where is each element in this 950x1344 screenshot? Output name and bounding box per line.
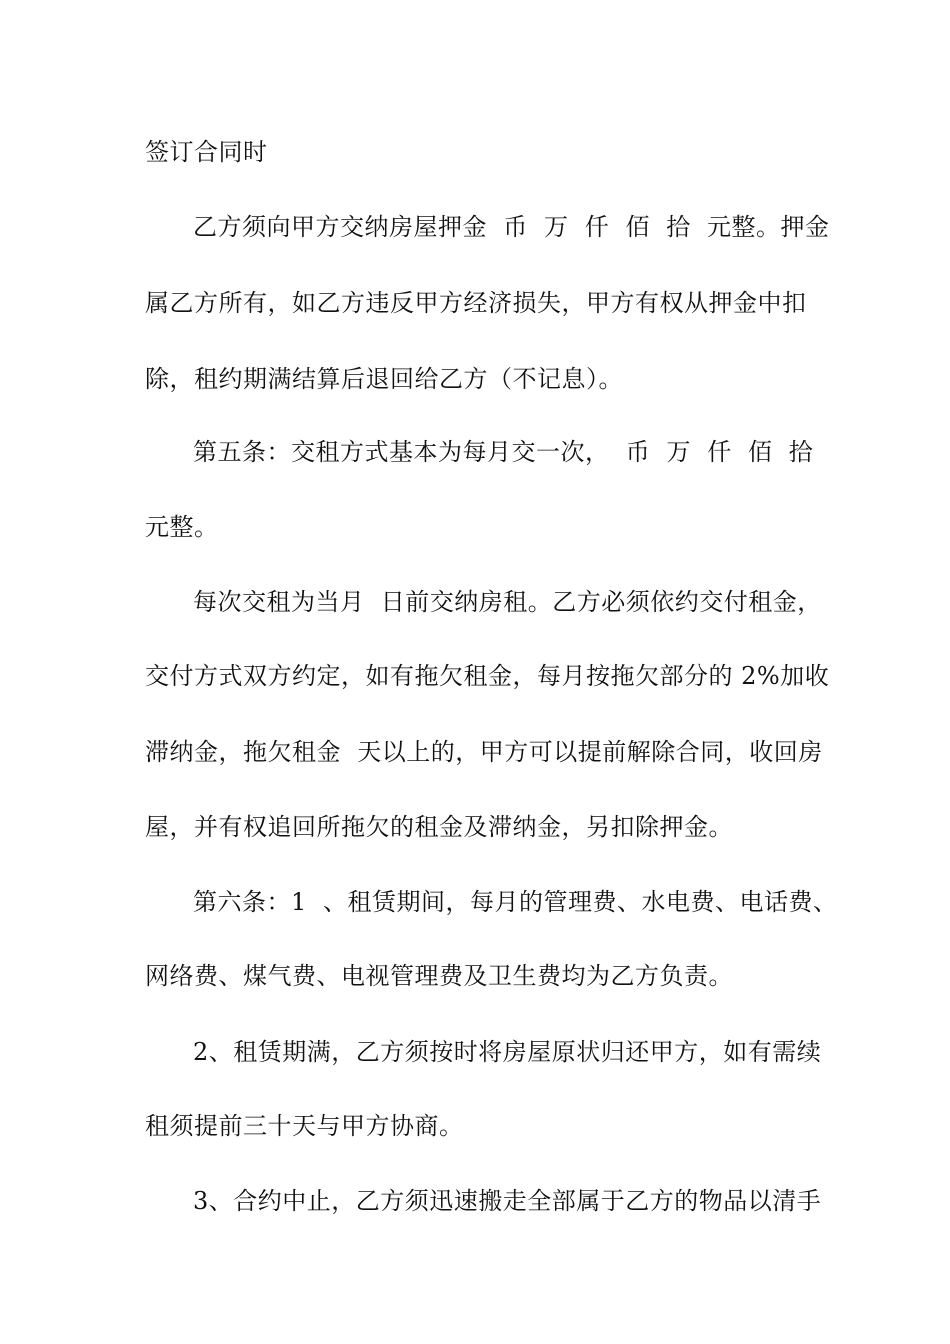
text-line: 屋，并有权追回所拖欠的租金及滞纳金，另扣除押金。: [145, 813, 733, 841]
text-line: 租须提前三十天与甲方协商。: [145, 1112, 464, 1140]
text-line: 元整。: [145, 513, 219, 541]
text-line: 签订合同时: [145, 138, 268, 166]
text-line: 第五条：交租方式基本为每月交一次， 币 万 仟 佰 拾: [193, 438, 814, 466]
text-line: 网络费、煤气费、电视管理费及卫生费均为乙方负责。: [145, 962, 733, 990]
text-line: 第六条：1 、租赁期间，每月的管理费、水电费、电话费、: [193, 888, 838, 916]
text-line: 乙方须向甲方交纳房屋押金 币 万 仟 佰 拾 元整。押金: [193, 213, 830, 241]
text-line: 交付方式双方约定，如有拖欠租金，每月按拖欠部分的 2%加收: [145, 662, 830, 690]
text-line: 每次交租为当月 日前交纳房租。乙方必须依约交付租金，: [193, 588, 822, 616]
text-line: 除，租约期满结算后退回给乙方（不记息）。: [145, 365, 623, 393]
text-line: 2、租赁期满，乙方须按时将房屋原状归还甲方，如有需续: [193, 1038, 822, 1066]
text-line: 属乙方所有，如乙方违反甲方经济损失，甲方有权从押金中扣: [145, 289, 807, 317]
text-line: 3、合约中止，乙方须迅速搬走全部属于乙方的物品以清手: [193, 1187, 822, 1215]
text-line: 滞纳金，拖欠租金 天以上的，甲方可以提前解除合同，收回房: [145, 738, 823, 766]
